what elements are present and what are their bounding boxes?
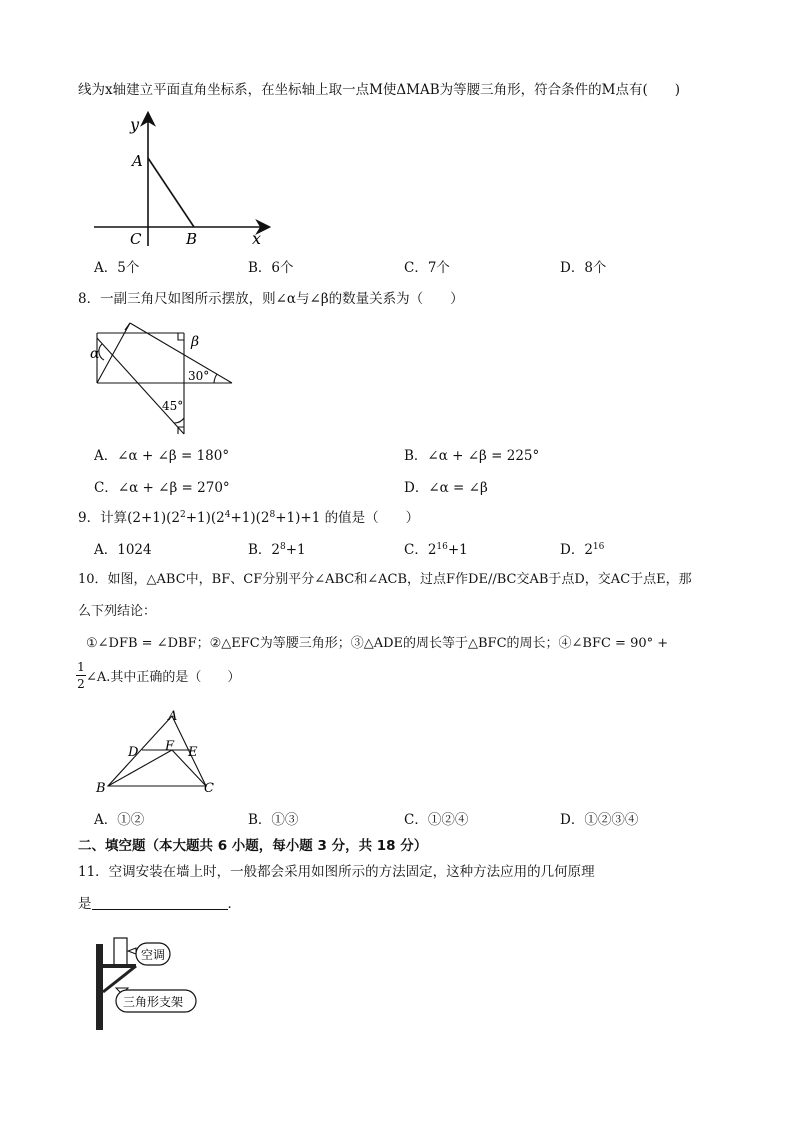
q7-stem: 线为x轴建立平面直角坐标系，在坐标轴上取一点M使ΔMAB为等腰三角形，符合条件的M点有( ) [78, 82, 681, 98]
q10-label-e: E [188, 745, 198, 760]
q8-label-beta: β [191, 334, 200, 350]
q7-option-a: A．5个 [94, 260, 140, 276]
q8-option-d: D．∠α = ∠β [404, 480, 488, 496]
q10-figure [92, 706, 222, 798]
q8-option-a: A．∠α + ∠β = 180° [94, 448, 230, 464]
q9-option-c: C．$2^{16}+1$ [404, 542, 468, 558]
q10-label-a: A [168, 709, 178, 724]
q9-stem: 9．计算$(2+1)(2^2+1)(2^4+1)(2^8+1)+1$ 的值是（ ） [78, 510, 420, 526]
q9-option-b: B．$2^8+1$ [248, 542, 306, 558]
q8-option-b: B．∠α + ∠β = 225° [404, 448, 540, 464]
q8-label-45: 45° [162, 399, 184, 413]
section-heading: 二、填空题（本大题共 6 小题，每小题 3 分，共 18 分） [78, 838, 428, 854]
q10-label-f: F [165, 739, 175, 754]
q9-option-d: D．$2^{16}$ [560, 542, 605, 558]
q10-stem-line2: 么下列结论： [78, 604, 157, 619]
q11-label-aircon: 空调 [141, 948, 166, 962]
q10-option-c: C．①②④ [404, 812, 469, 828]
q10-label-c: C [204, 781, 214, 796]
q8-label-30: 30° [188, 369, 210, 383]
q10-stem-line1: 10．如图，△ABC中，BF、CF分别平分∠ABC和∠ACB，过点F作DE//BC交AB于点D，交AC于点E，那 [78, 572, 692, 587]
q8-figure [92, 318, 238, 436]
q10-label-d: D [128, 745, 139, 760]
q7-label-x: x [252, 229, 262, 248]
q10-stem-line3: ①∠DFB = ∠DBF；②△EFC为等腰三角形；③△ADE的周长等于△BFC的周长；④∠BFC = 90° + [86, 636, 669, 651]
q11-aircon-unit [114, 938, 127, 965]
q11-wall [96, 944, 103, 1030]
q8-option-c: C．∠α + ∠β = 270° [94, 480, 230, 496]
q11-answer-blank[interactable] [92, 895, 228, 910]
q9-option-a: A．1024 [94, 542, 152, 558]
q11-figure [92, 934, 202, 1034]
q7-option-b: B．6个 [248, 260, 294, 276]
q7-label-b: B [186, 230, 198, 248]
q7-segment-ab [148, 158, 194, 227]
q11-stem-line1: 11．空调安装在墙上时，一般都会采用如图所示的方法固定，这种方法应用的几何原理 [78, 864, 595, 880]
q7-label-y: y [130, 115, 140, 134]
q7-label-c: C [130, 230, 142, 248]
q7-label-a: A [132, 152, 143, 170]
q10-label-b: B [96, 781, 106, 796]
q10-fraction [76, 660, 86, 691]
q8-stem: 8．一副三角尺如图所示摆放，则∠α与∠β的数量关系为（ ） [78, 291, 464, 307]
q7-figure [88, 108, 278, 248]
q10-stem-line4: ∠A.其中正确的是（ ） [86, 670, 241, 685]
q7-option-c: C．7个 [404, 260, 450, 276]
q10-option-b: B．①③ [248, 812, 299, 828]
q10-frac-num: 1 [77, 660, 85, 674]
q11-stem-line2: 是 ． [78, 896, 241, 912]
q8-label-alpha: α [90, 346, 100, 362]
q10-option-a: A．①② [94, 812, 145, 828]
q10-option-d: D．①②③④ [560, 812, 639, 828]
q11-label-bracket: 三角形支架 [123, 995, 184, 1009]
q10-frac-den: 2 [77, 677, 85, 691]
q7-option-d: D．8个 [560, 260, 607, 276]
